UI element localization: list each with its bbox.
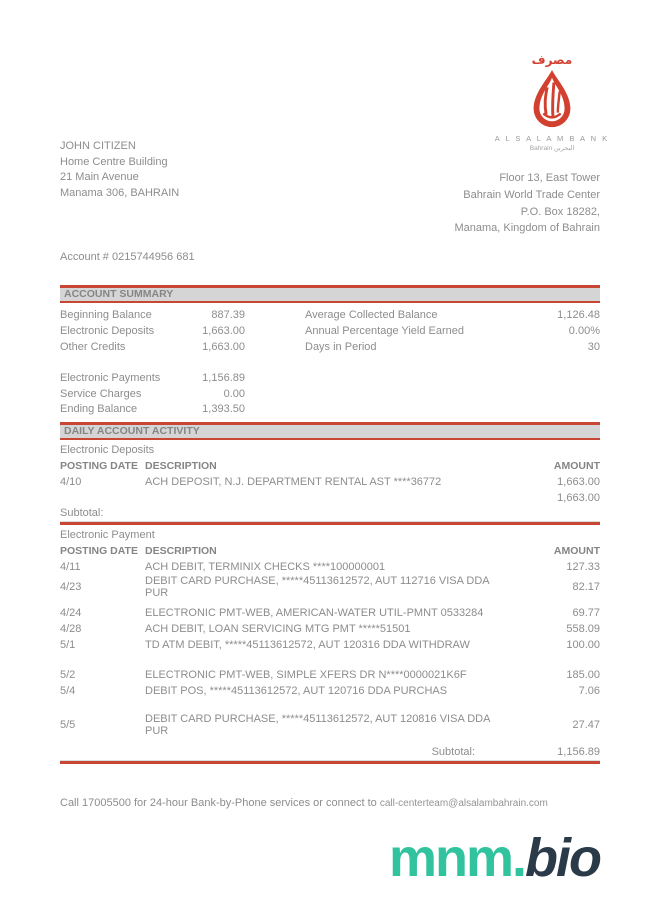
summary-value: 1,156.89: [202, 371, 245, 384]
summary-row: [60, 386, 600, 402]
transaction-row: [60, 559, 600, 575]
bank-logo-arabic-word: مصرف: [531, 53, 573, 67]
daily-activity-header: [60, 422, 600, 440]
bank-address-line: Bahrain World Trade Center: [463, 188, 600, 201]
bank-address-block: [454, 170, 600, 237]
row-gap: [60, 699, 600, 713]
account-summary-title: ACCOUNT SUMMARY: [64, 288, 174, 300]
description: ACH DEBIT, LOAN SERVICING MTG PMT *****51501: [145, 623, 411, 636]
description-header: DESCRIPTION: [145, 545, 217, 558]
description: DEBIT POS, *****45113612572, AUT 120716 DDA PURCHAS: [145, 685, 448, 698]
statement-header: [60, 0, 610, 285]
section-divider: [60, 761, 600, 764]
footer-email[interactable]: call-centerteam@alsalambahrain.com: [379, 798, 548, 810]
summary-value: 0.00%: [568, 324, 600, 337]
summary-row: [60, 323, 600, 339]
subtotal-row: [60, 743, 600, 761]
mnm-bio-logo: [60, 828, 600, 889]
subtotal-amount: 1,156.89: [557, 745, 600, 758]
description: TD ATM DEBIT, *****45113612572, AUT 120316 DDA WITHDRAW: [145, 639, 470, 652]
amount: 1,663.00: [557, 492, 600, 505]
bank-address-line: P.O. Box 18282,: [520, 205, 600, 218]
account-number: Account # 0215744956 681: [60, 251, 195, 263]
amount: 27.47: [572, 719, 600, 732]
description-header: DESCRIPTION: [145, 460, 217, 473]
amount-header: AMOUNT: [553, 460, 600, 473]
subtotal-row: Subtotal:: [60, 506, 600, 522]
subtotal-label: Subtotal:: [431, 745, 475, 758]
posting-date: 5/1: [60, 639, 76, 652]
posting-date: 4/23: [60, 581, 82, 594]
footer-note: [60, 797, 600, 809]
activity-section-name: Electronic Payment: [60, 529, 155, 542]
customer-address-block: [60, 139, 179, 201]
customer-address-line: Manama 306, BAHRAIN: [60, 186, 180, 199]
posting-date: 5/4: [60, 685, 76, 698]
amount: 558.09: [566, 623, 600, 636]
bank-logo-name: A L S A L A M B A N K: [494, 134, 610, 144]
amount: 69.77: [572, 607, 600, 620]
amount-header: AMOUNT: [553, 545, 600, 558]
amount: 7.06: [578, 685, 600, 698]
summary-label: Ending Balance: [60, 403, 138, 416]
summary-row: [60, 401, 600, 417]
transaction-row: [60, 490, 600, 506]
daily-activity-title: DAILY ACCOUNT ACTIVITY: [64, 425, 200, 438]
description: DEBIT CARD PURCHASE, *****45113612572, AUT 112716 VISA DDA PUR: [145, 575, 490, 600]
description: ACH DEBIT, TERMINIX CHECKS ****100000001: [145, 561, 386, 574]
bank-logo-drop-icon: [525, 68, 579, 130]
customer-address-line: 21 Main Avenue: [60, 171, 139, 184]
posting-date: 4/24: [60, 607, 82, 620]
bank-logo: [494, 54, 610, 152]
amount: 127.33: [566, 561, 600, 574]
summary-value: 1,663.00: [202, 324, 245, 337]
summary-label: Electronic Payments: [60, 371, 161, 384]
account-summary-header: [60, 285, 600, 303]
bank-address-line: Floor 13, East Tower: [499, 172, 600, 184]
posting-date: 4/28: [60, 623, 82, 636]
summary-label: Beginning Balance: [60, 308, 152, 321]
summary-row: [60, 370, 600, 386]
customer-name: JOHN CITIZEN: [60, 140, 136, 152]
transaction-row: [60, 575, 600, 600]
amount: 1,663.00: [557, 476, 600, 489]
account-summary-table: [60, 303, 600, 422]
summary-label: Other Credits: [60, 340, 126, 353]
brand-bio: bio: [525, 828, 600, 889]
bank-address-line: Manama, Kingdom of Bahrain: [454, 222, 600, 235]
customer-address-line: Home Centre Building: [60, 155, 168, 168]
summary-value: 30: [587, 340, 600, 353]
summary-label: Annual Percentage Yield Earned: [305, 324, 465, 337]
summary-label: Days in Period: [305, 340, 377, 353]
transaction-row: [60, 605, 600, 621]
transaction-row: [60, 683, 600, 699]
amount: 82.17: [572, 581, 600, 594]
daily-activity-sections: [60, 443, 600, 764]
summary-value: 1,393.50: [202, 403, 245, 416]
activity-table-header: [60, 543, 600, 559]
posting-date-header: POSTING DATE: [60, 460, 138, 473]
activity-table-header: [60, 458, 600, 474]
footer-text: Call 17005500 for 24-hour Bank-by-Phone services or connect to: [60, 797, 377, 810]
transaction-row: [60, 637, 600, 653]
description: ACH DEPOSIT, N.J. DEPARTMENT RENTAL AST ****36772: [145, 476, 442, 489]
summary-value: 1,126.48: [557, 308, 600, 321]
transaction-row: [60, 667, 600, 683]
amount: 100.00: [566, 639, 600, 652]
summary-row: [60, 307, 600, 323]
description: ELECTRONIC PMT-WEB, SIMPLE XFERS DR N****0000021K6F: [145, 669, 467, 682]
activity-section-name: Electronic Deposits: [60, 444, 155, 457]
posting-date: 4/11: [60, 561, 81, 574]
bank-logo-region: Bahrain البحرين: [529, 144, 575, 152]
row-gap: [60, 653, 600, 667]
transaction-row: [60, 713, 600, 738]
amount: 185.00: [566, 669, 600, 682]
summary-value: 887.39: [211, 308, 245, 321]
posting-date: 5/5: [60, 719, 76, 732]
posting-date: 4/10: [60, 476, 82, 489]
summary-value: 1,663.00: [202, 340, 245, 353]
summary-row: [60, 339, 600, 355]
posting-date-header: POSTING DATE: [60, 545, 138, 558]
description: ELECTRONIC PMT-WEB, AMERICAN-WATER UTIL-PMNT 0533284: [145, 607, 484, 620]
summary-value: 0.00: [223, 387, 245, 400]
posting-date: 5/2: [60, 669, 76, 682]
section-divider: [60, 522, 600, 525]
brand-mnm: mnm.: [388, 828, 526, 889]
transaction-row: [60, 474, 600, 490]
description: DEBIT CARD PURCHASE, *****45113612572, AUT 120816 VISA DDA PUR: [145, 713, 490, 738]
summary-label: Electronic Deposits: [60, 324, 155, 337]
summary-label: Average Collected Balance: [305, 308, 438, 321]
summary-label: Service Charges: [60, 387, 142, 400]
transaction-row: [60, 621, 600, 637]
